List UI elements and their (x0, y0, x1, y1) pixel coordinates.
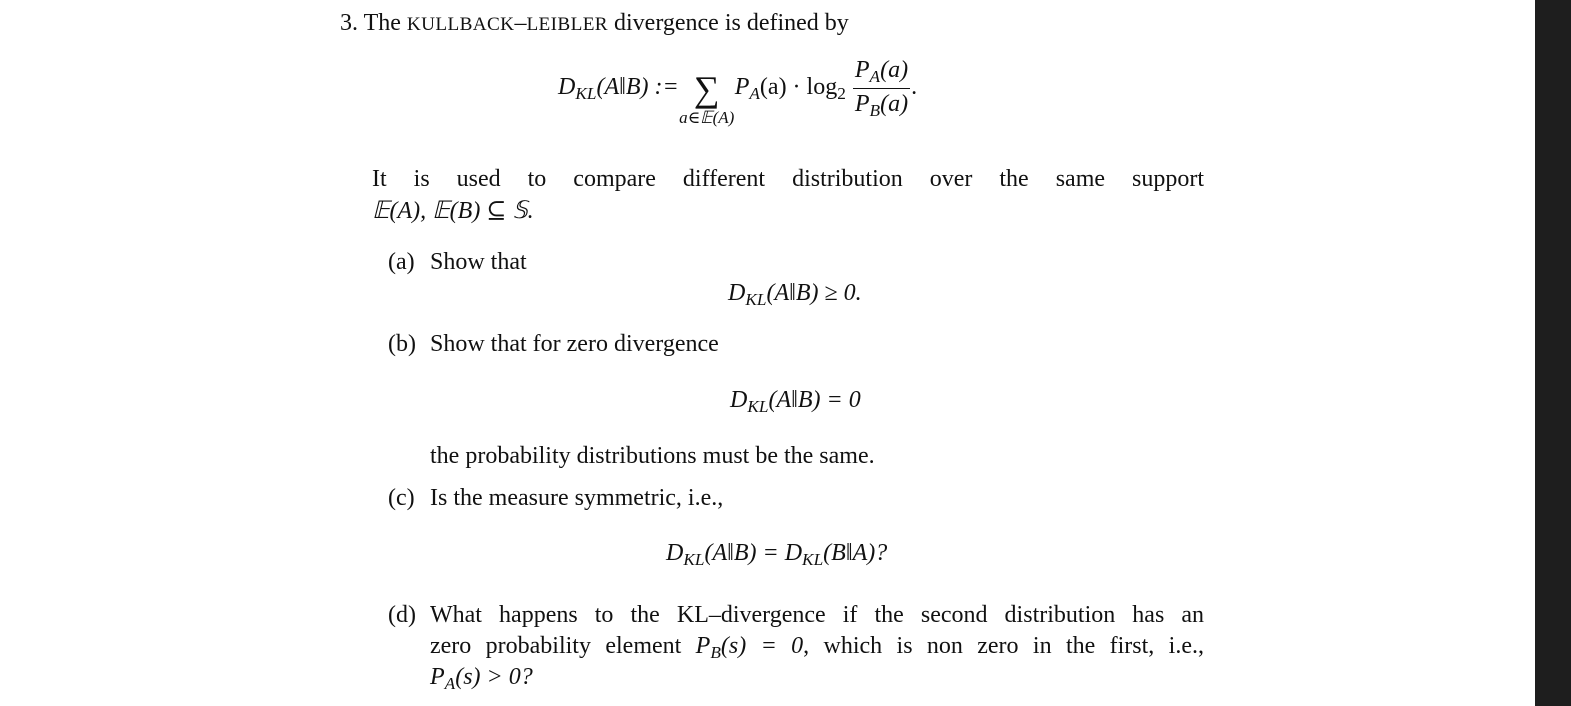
right-scrollbar[interactable] (1535, 0, 1571, 706)
explanation-line-2: 𝔼(A), 𝔼(B) ⊆ 𝕊. (372, 198, 534, 224)
intro-text-pre: The (363, 10, 407, 36)
problem-header (340, 11, 849, 35)
name-leibler: LEIBLER (526, 14, 608, 35)
intro-text-post: divergence is defined by (608, 10, 849, 36)
part-c-text: Is the measure symmetric, i.e., (430, 485, 724, 511)
part-b-label: (b) (388, 331, 416, 357)
sum-operator: ∑ a∈𝔼(A) (679, 68, 735, 127)
name-dash: – (514, 10, 527, 36)
part-b-conclusion: the probability distributions must be the same. (430, 443, 875, 469)
part-d-line-2: zero probability element $P_B(s) = 0$, which is non zero in the first, i.e., (430, 633, 1204, 662)
part-d-line-3: $P_A(s) > 0$? (430, 664, 533, 693)
part-b-formula: $D_{KL}(A‖B) = 0$ (730, 387, 861, 416)
explanation-line-1: It is used to compare different distribution over the same support (372, 166, 1204, 192)
name-kullback: KULLBACK (406, 14, 515, 35)
problem-number: 3. (340, 10, 358, 36)
part-c-label: (c) (388, 485, 415, 511)
sum-limit: a∈𝔼(A) (679, 107, 735, 127)
part-d-label: (d) (388, 602, 416, 628)
part-b-text: Show that for zero divergence (430, 331, 719, 357)
part-a-text: Show that (430, 249, 527, 275)
part-a-formula: $D_{KL}(A‖B) \ge 0$. (728, 280, 862, 309)
part-c-formula: $D_{KL}(A‖B)$ = $D_{KL}(B‖A)$? (666, 540, 888, 569)
part-d-line-1: What happens to the KL–divergence if the second distribution has an (430, 602, 1204, 628)
probability-ratio-fraction: $\frac{P_A(a)}{P_B(a)}$ (854, 57, 909, 120)
kl-definition-formula: $D_{KL}(A‖B)$ := ∑ a∈𝔼(A) $P_A(a) \cdot \log_2$ $\frac{P_A(a)}{P_B(a)}$ . (558, 57, 918, 127)
part-a-label: (a) (388, 249, 415, 275)
